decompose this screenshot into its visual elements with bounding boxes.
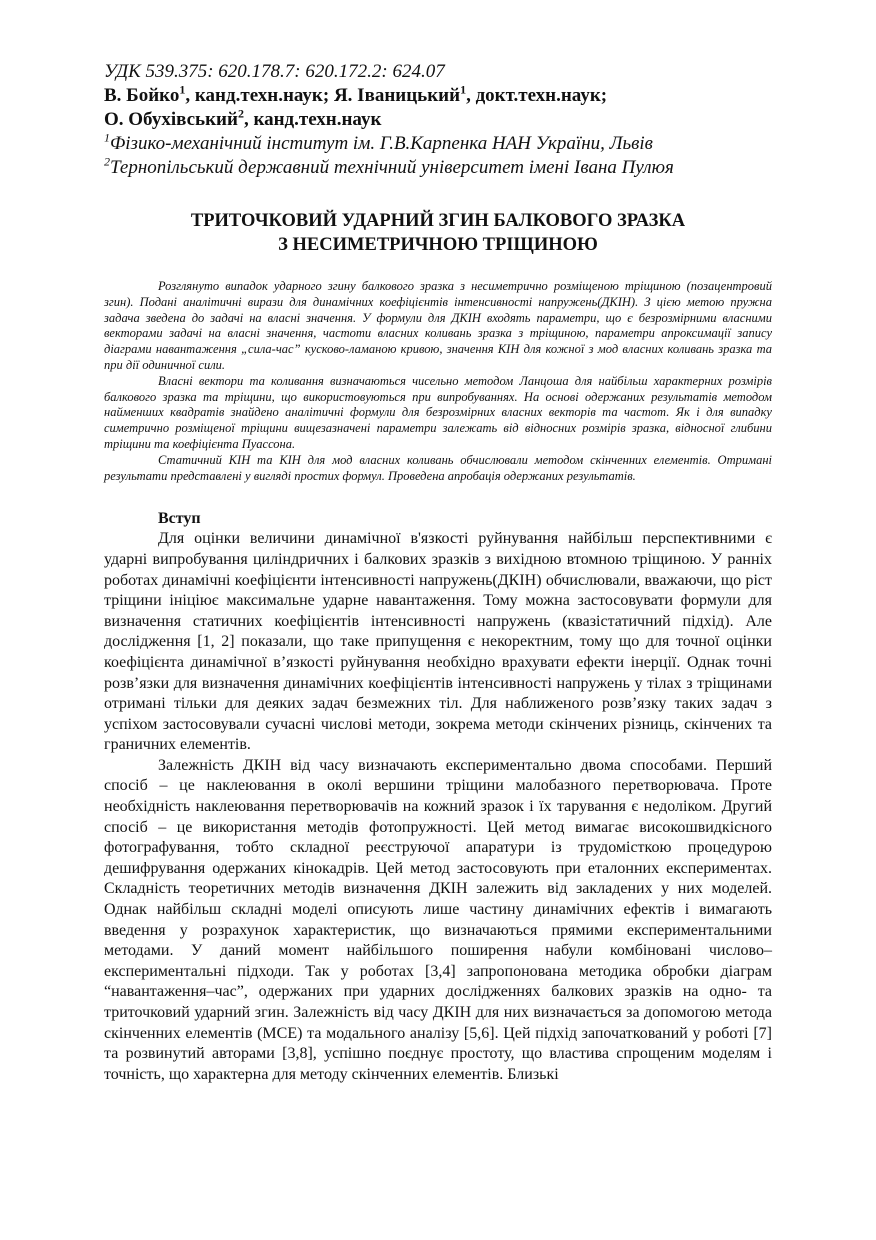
udk-code: УДК 539.375: 620.178.7: 620.172.2: 624.07 — [104, 61, 445, 82]
paper-page — [104, 60, 772, 1085]
author-name: Я. Іваницький — [333, 85, 461, 106]
author-affiliation-mark: 1 — [179, 82, 186, 97]
author-degree: , канд.техн.наук; — [185, 85, 334, 106]
affiliation-text: Тернопільський державний технічний університет імені Івана Пулюя — [110, 157, 674, 178]
affiliation-text: Фізико-механічний інститут ім. Г.В.Карпенка НАН України, Львів — [110, 133, 653, 154]
abstract-paragraph: Власні вектори та коливання визначаються чисельно методом Ланцоша для найбільш характерних розмірів балкового зразка та тріщини, що використовуються при випробуваннях. На основі одержаних результатів методом найменших квадратів знайдено аналітичні формули для безрозмірних власних векторів та частот. Як і для випадку симетрично розміщеної тріщини вищезазначені параметри залежать від відносних розмірів зразка, відносної глибини тріщини та коефіцієнта Пуассона. — [104, 373, 772, 451]
abstract — [104, 279, 772, 484]
title-line-2: З НЕСИМЕТРИЧНОЮ ТРІЩИНОЮ — [278, 235, 598, 255]
affiliation-mark: 1 — [104, 130, 110, 145]
affiliation-1 — [104, 132, 772, 156]
authors-line-1 — [104, 84, 772, 108]
paper-title — [104, 209, 772, 257]
author-affiliation-mark: 2 — [237, 106, 244, 121]
authors-line-2 — [104, 108, 772, 132]
author-degree: , канд.техн.наук — [243, 109, 382, 130]
intro-body — [104, 529, 772, 1085]
author-name: О. Обухівський — [104, 109, 238, 130]
author-degree: , докт.техн.наук; — [466, 85, 608, 106]
abstract-paragraph: Розглянуто випадок ударного згину балкового зразка з несиметрично розміщеною тріщиною (позацентровий згин). Подані аналітичні вирази для динамічних коефіцієнтів інтенсивності напружень(ДКІН). З цією метою пружна задача зведена до задачі на власні значення. У формули для ДКІН входять параметри, що є безрозмірними власними векторами задачі на власні значення, частоти власних коливань зразка з тріщиною, параметри апроксимації запису діаграми навантаження „сила-час” кусково-ламаною кривою, значення КІН для кожної з мод власних коливань зразка та при дії одиничної сили. — [104, 279, 772, 372]
author-name: В. Бойко — [104, 85, 180, 106]
title-line-1: ТРИТОЧКОВИЙ УДАРНИЙ ЗГИН БАЛКОВОГО ЗРАЗКА — [190, 211, 686, 231]
affiliation-mark: 2 — [104, 154, 110, 169]
affiliation-2 — [104, 156, 772, 180]
body-paragraph: Залежність ДКІН від часу визначають експериментально двома способами. Перший спосіб – це наклеювання в околі вершини тріщини малобазного перетворювача. Проте необхідність наклеювання перетворювачів на кожний зразок і їх тарування є недоліком. Другий спосіб – це використання методів фотопружності. Цей метод вимагає високошвидкісного фотографування, тобто складної реєструючої апаратури із трудомісткою процедурою дешифрування одержаних кінокадрів. Цей метод застосовують при еталонних експериментах. Складність теоретичних методів визначення ДКІН залежить від закладених у них моделей. Однак найбільш складні моделі описують лише частину динамічних ефектів і вимагають введення у розрахунок характеристик, що визначаються прямими експериментальними методами. У даний момент найбільшого поширення набули комбіновані числово–експериментальні підходи. Так у роботах [3,4] запропонована методика обробки діаграм “навантаження–час”, одержаних при ударних дослідженнях балкових зразків на одно- та триточковий ударний згин. Залежність від часу ДКІН для них визначається за допомогою метода скінченних елементів (МСЕ) та модального аналізу [5,6]. Цей підхід започаткований у роботі [7] та розвинутий авторами [3,8], успішно поєднує простоту, що властива спрощеним моделям і точність, що характерна для методу скінченних елементів. Близькі — [104, 756, 772, 1083]
body-paragraph: Для оцінки величини динамічної в'язкості руйнування найбільш перспективними є ударні випробування циліндричних і балкових зразків з вихідною втомною тріщиною. У ранніх роботах динамічні коефіцієнти інтенсивності напружень(ДКІН) обчислювали, вважаючи, що ріст тріщини ініціює максимальне ударне навантаження. Тому можна застосовувати формули для визначення статичних коефіцієнтів інтенсивності напружень (квазістатичний підхід). Але дослідження [1, 2] показали, що таке припущення є некоректним, тому що для точної оцінки коефіцієнта динамічної в’язкості руйнування необхідно врахувати ефекти інерції. Однак точні розв’язки для визначення динамічних коефіцієнтів інтенсивності напружень у тілах з тріщинами отримані тільки для деяких задач безмежних тіл. Для наближеного розв’язку таких задач з успіхом застосовували сучасні числові методи, зокрема методи скінчених різниць, скінчених та граничних елементів. — [104, 530, 772, 754]
author-affiliation-mark: 1 — [460, 82, 467, 97]
abstract-paragraph: Статичний КІН та КІН для мод власних коливань обчислювали методом скінченних елементів. Отримані результати представлені у вигляді простих формул. Проведена апробація одержаних результатів. — [104, 452, 772, 483]
section-heading-intro: Вступ — [158, 510, 201, 528]
